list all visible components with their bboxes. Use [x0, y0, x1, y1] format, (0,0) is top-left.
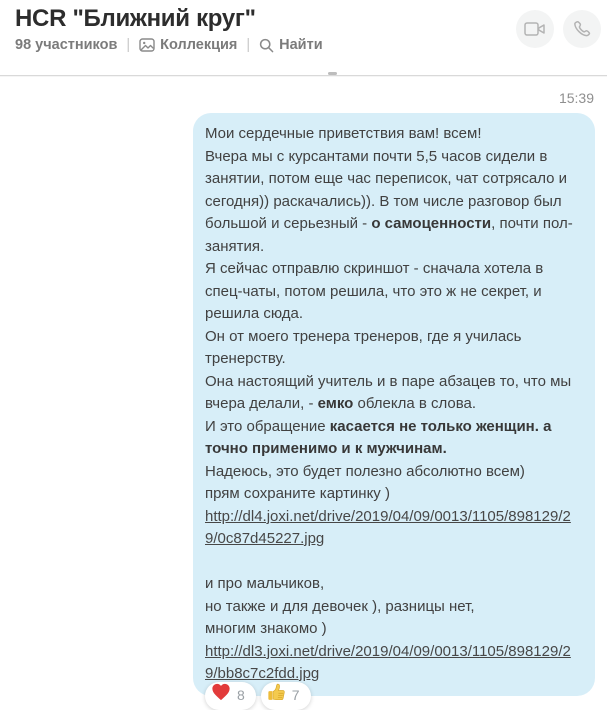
message-link[interactable]: http://dl4.joxi.net/drive/2019/04/09/0013/1105/898129/29/0c87d45227.jpg: [205, 507, 571, 547]
collection-button[interactable]: [139, 37, 237, 53]
picture-icon: [139, 38, 155, 52]
message-run: Вчера мы с курсантами почти 5,5 часов сидели в занятии, потом еще час переписок, чат сотрясало и сегодня)) раскачались)). В том числе разговор был большой и серьезный -: [205, 147, 568, 232]
audio-call-button[interactable]: [563, 10, 601, 48]
message-run: Она настоящий учитель и в паре абзацев то, что мы вчера делали, -: [205, 372, 572, 412]
message-paragraph: [205, 506, 583, 551]
message-paragraph: [205, 461, 583, 484]
thumbs-up-icon: [266, 682, 287, 710]
message-paragraph: [205, 416, 583, 461]
participants-count: 98 участников: [15, 37, 118, 53]
separator: |: [246, 37, 251, 53]
message-paragraph: [205, 618, 583, 641]
message-timestamp: 15:39: [558, 90, 594, 106]
video-camera-icon: [524, 21, 546, 37]
message-run: многим знакомо ): [205, 620, 327, 637]
search-icon: [259, 38, 274, 53]
phone-icon: [572, 19, 592, 39]
find-button[interactable]: [259, 37, 322, 53]
heart-icon: [210, 682, 232, 710]
video-call-button[interactable]: [516, 10, 554, 48]
thumbs-up-reaction-count: 7: [291, 687, 300, 704]
message-run: и про мальчиков,: [205, 575, 325, 592]
chat-title: HCR "Ближний круг": [15, 5, 256, 32]
message-run: емко: [317, 395, 354, 412]
message-run: И это обращение: [205, 417, 330, 435]
header-actions: [516, 10, 601, 48]
thumbs-up-reaction-badge[interactable]: [261, 682, 311, 710]
separator: |: [126, 37, 131, 53]
message-paragraph: [205, 326, 583, 371]
find-label: Найти: [279, 37, 323, 53]
message-run: о самоценности: [371, 215, 492, 232]
message-paragraph: [205, 483, 583, 506]
message-run: облекла в слова.: [353, 395, 477, 412]
message-run: Он от моего тренера тренеров, где я училась тренерству.: [205, 327, 522, 367]
message-paragraph: [205, 146, 583, 259]
message-paragraph: [205, 641, 583, 686]
message-run: прям сохраните картинку ): [205, 485, 390, 502]
chat-header: [0, 0, 607, 76]
message-paragraph: [205, 258, 583, 326]
reactions-row: [205, 682, 311, 710]
message-link[interactable]: http://dl3.joxi.net/drive/2019/04/09/0013/1105/898129/29/bb8c7c2fdd.jpg: [205, 642, 571, 682]
message-run: но также и для девочек ), разницы нет,: [205, 597, 475, 615]
message-text: [205, 123, 583, 686]
message-run: касается не только женщин. а точно применимо и к мужчинам.: [205, 417, 552, 457]
message-paragraph: [205, 596, 583, 619]
message-paragraph: [205, 371, 583, 416]
message-bubble: [193, 113, 595, 704]
message-run: Надеюсь, это будет полезно абсолютно всем): [205, 462, 525, 480]
message-paragraph: [205, 123, 583, 146]
message-area: [0, 76, 607, 704]
message-run: Мои сердечные приветствия вам! всем!: [205, 125, 482, 142]
collection-label: Коллекция: [160, 37, 238, 53]
message-run: Я сейчас отправлю скриншот - сначала хотела в спец-чаты, потом решила, что это ж не секрет, и решила сюда.: [205, 260, 544, 322]
message-run: , почти пол-занятия.: [205, 215, 573, 255]
message-paragraph: [205, 573, 583, 596]
heart-reaction-count: 8: [237, 687, 245, 704]
heart-reaction-badge[interactable]: [205, 682, 256, 710]
message-paragraph: [205, 551, 583, 574]
scroll-fragment: [328, 72, 337, 75]
